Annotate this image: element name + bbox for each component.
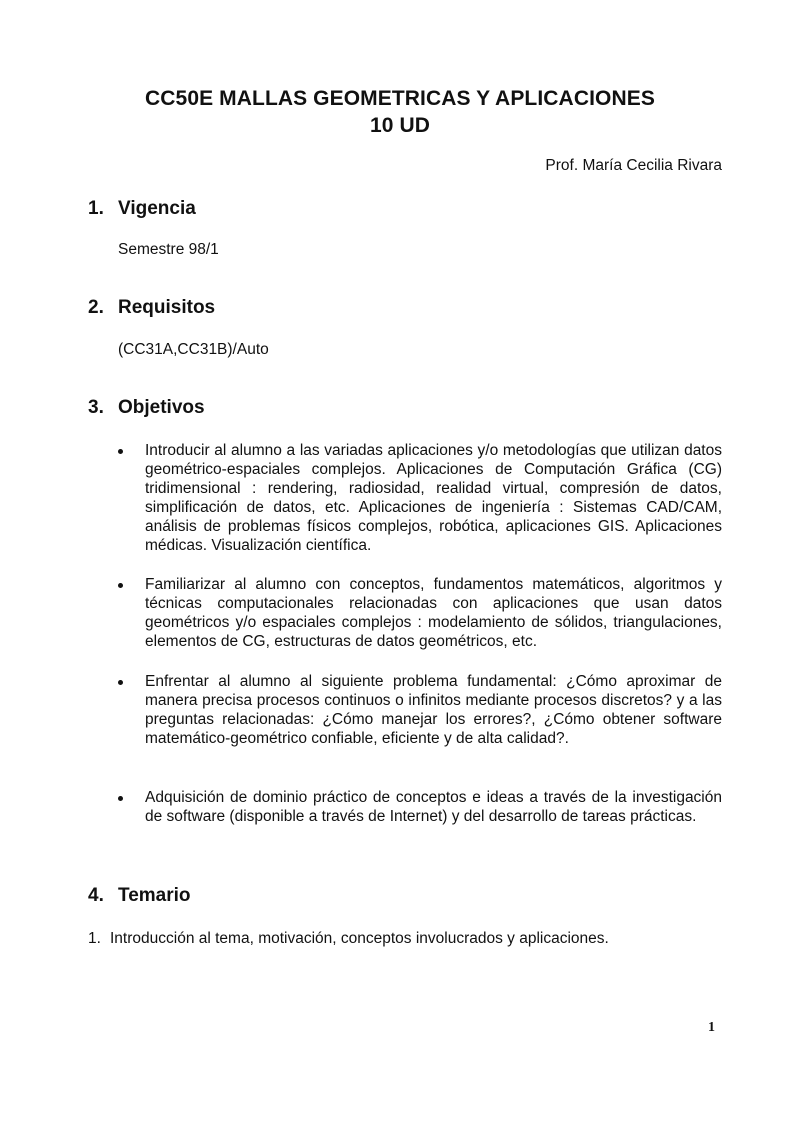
section-number: 2.: [88, 297, 104, 318]
section-title: Temario: [118, 885, 191, 906]
list-item: [112, 788, 722, 826]
section-title: Vigencia: [118, 198, 196, 219]
bullet-text: Introducir al alumno a las variadas aplicaciones y/o metodologías que utilizan datos geométrico-espaciales complejos. Aplicaciones de Computación Gráfica (CG) tridimensional : rendering, radiosidad, realidad virtual, compresión de datos, simplificación de datos, etc. Aplicaciones de ingeniería : Sistemas CAD/CAM, análisis de problemas físicos complejos, robótica, aplicaciones GIS. Aplicaciones médicas. Visualización científica.: [145, 442, 722, 554]
temario-item-number: 1.: [88, 930, 101, 947]
bullet-icon: [118, 449, 123, 454]
page-number: 1: [708, 1020, 715, 1035]
section-number: 4.: [88, 885, 104, 906]
list-item: [112, 672, 722, 748]
list-item: [112, 575, 722, 651]
bullet-text: Enfrentar al alumno al siguiente problema fundamental: ¿Cómo aproximar de manera precisa procesos continuos o infinitos mediante procesos discretos? y a las preguntas relacionadas: ¿Cómo manejar los errores?, ¿Cómo obtener software matemático-geométrico confiable, eficiente y de alta calidad?.: [145, 673, 722, 747]
temario-item: [88, 930, 609, 948]
bullet-text: Familiarizar al alumno con conceptos, fundamentos matemáticos, algoritmos y técnicas computacionales relacionadas con aplicaciones que usan datos geométricos y/o espaciales complejos : modelamiento de sólidos, triangulaciones, elementos de CG, estructuras de datos geométricos, etc.: [145, 576, 722, 650]
section-heading-vigencia: [88, 198, 196, 220]
title-line-credits: 10 UD: [369, 114, 431, 137]
bullet-icon: [118, 680, 123, 685]
section-heading-requisitos: [88, 297, 215, 319]
temario-item-text: Introducción al tema, motivación, conceptos involucrados y aplicaciones.: [110, 930, 609, 947]
bullet-icon: [118, 796, 123, 801]
section-number: 1.: [88, 198, 104, 219]
section-heading-temario: [88, 885, 191, 907]
author-name: Prof. María Cecilia Rivara: [545, 157, 722, 174]
section-heading-objetivos: [88, 397, 205, 419]
vigencia-text: Semestre 98/1: [118, 241, 219, 258]
bullet-icon: [118, 583, 123, 588]
section-title: Objetivos: [118, 397, 205, 418]
bullet-text: Adquisición de dominio práctico de conceptos e ideas a través de la investigación de software (disponible a través de Internet) y del desarrollo de tareas prácticas.: [145, 789, 722, 825]
title-line-course: CC50E MALLAS GEOMETRICAS Y APLICACIONES: [145, 87, 655, 110]
list-item: [112, 441, 722, 555]
requisitos-text: (CC31A,CC31B)/Auto: [118, 341, 269, 358]
section-title: Requisitos: [118, 297, 216, 318]
document-title: [0, 85, 800, 139]
section-number: 3.: [88, 397, 104, 418]
